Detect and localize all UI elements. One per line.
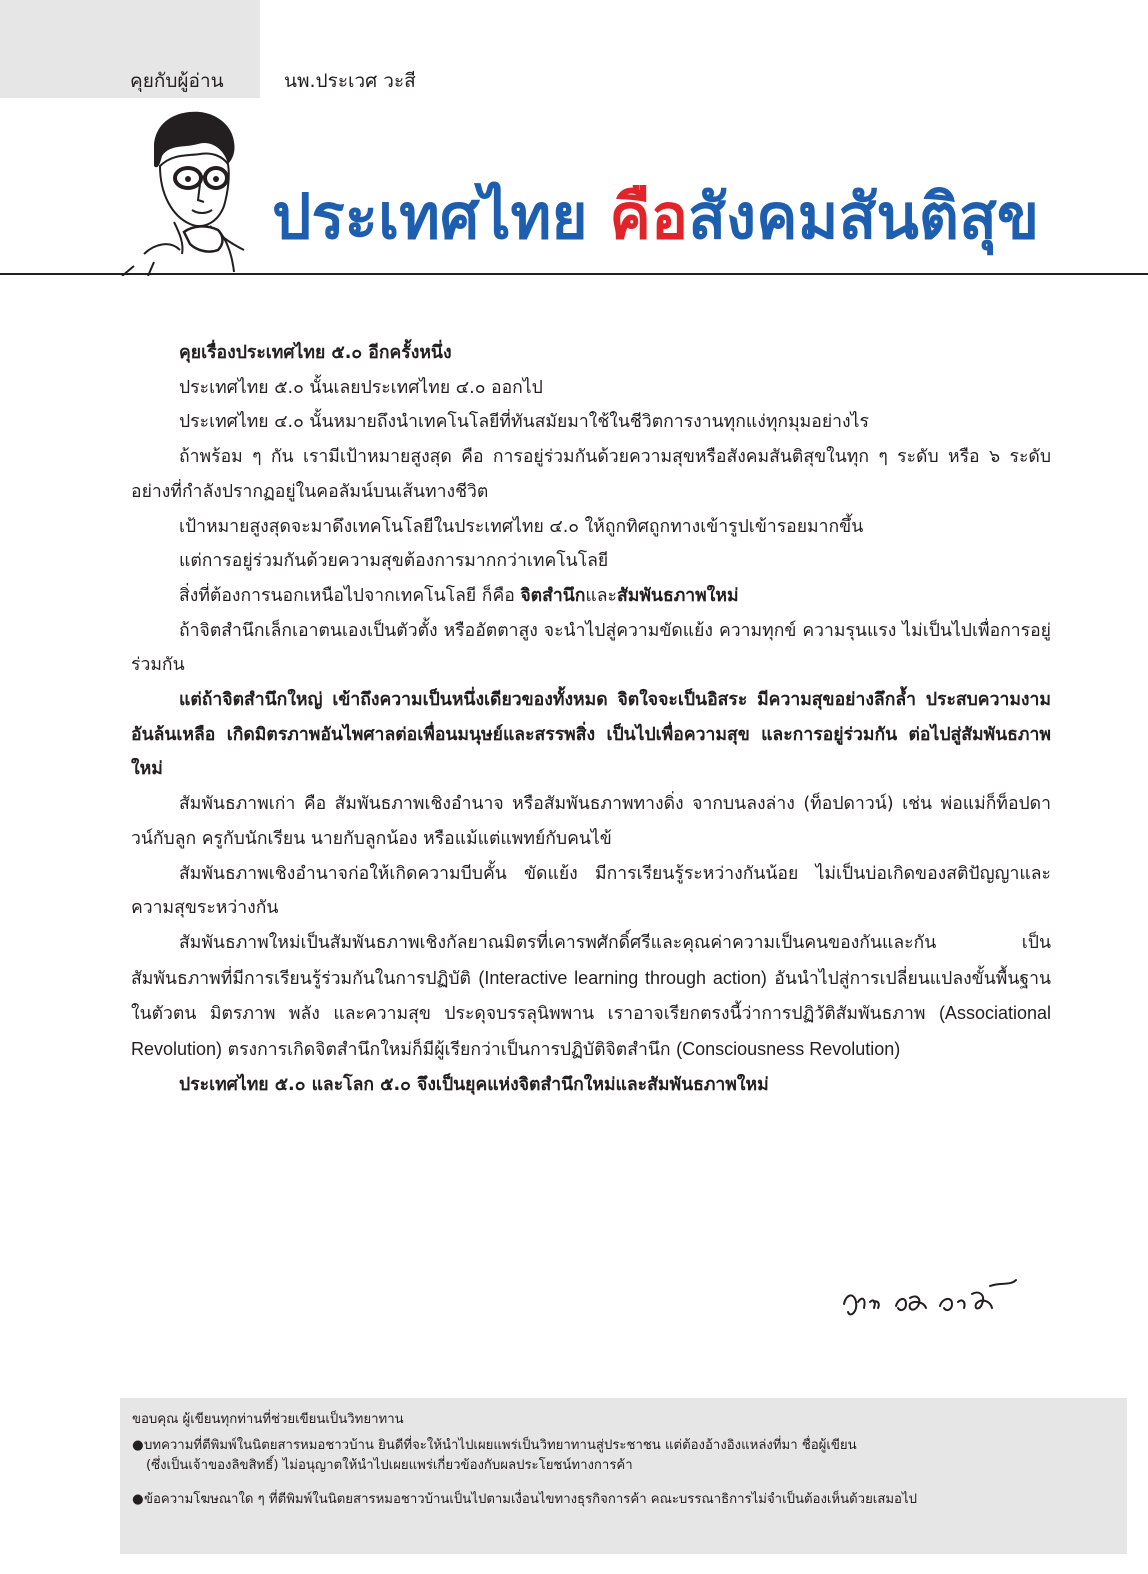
footer-item-text: บทความที่ตีพิมพ์ในนิตยสารหมอชาวบ้าน ยินดีที่จะให้นำไปเผยแพร่เป็นวิทยาทานสู่ประชาชน แต่ต้องอ้างอิงแหล่งที่มา ชื่อผู้เขียน — [144, 1438, 857, 1453]
text-run: สิ่งที่ต้องการนอกเหนือไปจากเทคโนโลยี ก็คือ — [179, 585, 521, 606]
title-part-1: ประเทศไทย — [272, 180, 610, 253]
author-portrait-illustration — [114, 104, 274, 276]
text-run: สัมพันธภาพใหม่เป็นสัมพันธภาพเชิงกัลยาณมิตรที่เคารพศักดิ์ศรีและคุณค่าความเป็นคนของกันและกัน เป็นสัมพันธภาพที่มีการเรียนรู้ร่วมกันในการปฏิบัติ — [131, 932, 1051, 989]
footer-item-text: ข้อความโฆษณาใด ๆ ที่ตีพิมพ์ในนิตยสารหมอชาวบ้านเป็นไปตามเงื่อนไขทางธุรกิจการค้า คณะบรรณาธิการไม่จำเป็นต้องเห็นด้วยเสมอไป — [144, 1492, 917, 1507]
header-divider — [0, 273, 1148, 275]
article-title — [272, 180, 1040, 253]
article-body — [131, 336, 1051, 1102]
bullet-icon: ● — [132, 1438, 144, 1453]
text-run: และ — [585, 585, 617, 606]
paragraph: ประเทศไทย ๔.๐ นั้นหมายถึงนำเทคโนโลยีที่ทันสมัยมาใช้ในชีวิตการงานทุกแง่ทุกมุมอย่างไร — [179, 412, 869, 433]
bold-paragraph: แต่ถ้าจิตสำนึกใหญ่ เข้าถึงความเป็นหนึ่งเดียวของทั้งหมด จิตใจจะเป็นอิสระ มีความสุขอย่างลึกล้ำ ประสบความงามอันล้นเหลือ เกิดมิตรภาพอันไพศาลต่อเพื่อนมนุษย์และสรรพสิ่ง เป็นไปเพื่อความสุข และการอยู่ร่วมกัน ต่อไปสู่สัมพันธภาพใหม่ — [131, 690, 1051, 780]
paragraph: เป้าหมายสูงสุดจะมาดึงเทคโนโลยีในประเทศไทย ๔.๐ ให้ถูกทิศถูกทางเข้ารูปเข้ารอยมากขึ้น — [179, 516, 864, 537]
column-label: คุยกับผู้อ่าน — [130, 70, 224, 92]
paragraph: ประเทศไทย ๕.๐ นั้นเลยประเทศไทย ๔.๐ ออกไป — [179, 377, 543, 398]
title-part-3: สังคมสันติสุข — [688, 180, 1040, 253]
author-signature — [840, 1272, 1040, 1332]
paragraph: แต่การอยู่ร่วมกันด้วยความสุขต้องการมากกว่าเทคโนโลยี — [179, 551, 609, 572]
paragraph: ถ้าพร้อม ๆ กัน เรามีเป้าหมายสูงสุด คือ การอยู่ร่วมกันด้วยความสุขหรือสังคมสันติสุขในทุก ๆ ระดับ หรือ ๖ ระดับอย่างที่กำลังปรากฏอยู่ในคอลัมน์บนเส้นทางชีวิต — [131, 447, 1051, 502]
bold-term: จิตสำนึก — [520, 585, 586, 606]
paragraph: สัมพันธภาพเก่า คือ สัมพันธภาพเชิงอำนาจ หรือสัมพันธภาพทางดิ่ง จากบนลงล่าง (ท็อปดาวน์) เช่น พ่อแม่ก็ท็อปดาวน์กับลูก ครูกับนักเรียน นายกับลูกน้อง หรือแม้แต่แพทย์กับคนไข้ — [131, 794, 1051, 849]
english-term: (Interactive learning through action) — [478, 967, 767, 988]
paragraph — [131, 579, 1051, 614]
page-header — [0, 0, 1148, 100]
paragraph — [131, 926, 1051, 1068]
paragraph: ถ้าจิตสำนึกเล็กเอาตนเองเป็นตัวตั้ง หรืออัตตาสูง จะนำไปสู่ความขัดแย้ง ความทุกข์ ความรุนแรง ไม่เป็นไปเพื่อการอยู่ร่วมกัน — [131, 620, 1051, 676]
paragraph — [131, 683, 1051, 787]
lead-heading: คุยเรื่องประเทศไทย ๕.๐ อีกครั้งหนึ่ง — [179, 343, 452, 363]
english-term: (Associational Revolution) — [131, 1003, 1051, 1060]
paragraph: สัมพันธภาพเชิงอำนาจก่อให้เกิดความบีบคั้น ขัดแย้ง มีการเรียนรู้ระหว่างกันน้อย ไม่เป็นบ่อเกิดของสติปัญญาและความสุขระหว่างกัน — [131, 863, 1051, 919]
footer-title: ขอบคุณ ผู้เขียนทุกท่านที่ช่วยเขียนเป็นวิทยาทาน — [132, 1412, 404, 1427]
paragraph — [131, 1068, 1051, 1103]
footer-item-text: (ซึ่งเป็นเจ้าของลิขสิทธิ์) ไม่อนุญาตให้นำไปเผยแพร่เกี่ยวข้องกับผลประโยชน์ทางการค้า — [146, 1458, 633, 1473]
footer-notice — [120, 1398, 1127, 1554]
bold-term: สัมพันธภาพใหม่ — [617, 585, 739, 606]
closing-statement: ประเทศไทย ๕.๐ และโลก ๕.๐ จึงเป็นยุคแห่งจิตสำนึกใหม่และสัมพันธภาพใหม่ — [179, 1074, 769, 1095]
text-run: อันนำไปสู่การเปลี่ยนแปลงขั้นพื้นฐานในตัวตน มิตรภาพ พลัง และความสุข ประดุจบรรลุนิพพาน เราอาจเรียกตรงนี้ว่าการปฏิวัติสัมพันธภาพ — [131, 968, 1051, 1025]
footer-item — [132, 1490, 1117, 1510]
paragraph — [131, 336, 1051, 371]
english-term: (Consciousness Revolution) — [676, 1039, 901, 1060]
author-label: นพ.ประเวศ วะสี — [284, 70, 416, 92]
title-part-2: คือ — [609, 180, 689, 253]
footer-item — [132, 1436, 1117, 1476]
bullet-icon: ● — [132, 1492, 144, 1507]
text-run: ตรงการเกิดจิตสำนึกใหม่ก็มีผู้เรียกว่าเป็นการปฏิบัติจิตสำนึก — [222, 1040, 677, 1061]
